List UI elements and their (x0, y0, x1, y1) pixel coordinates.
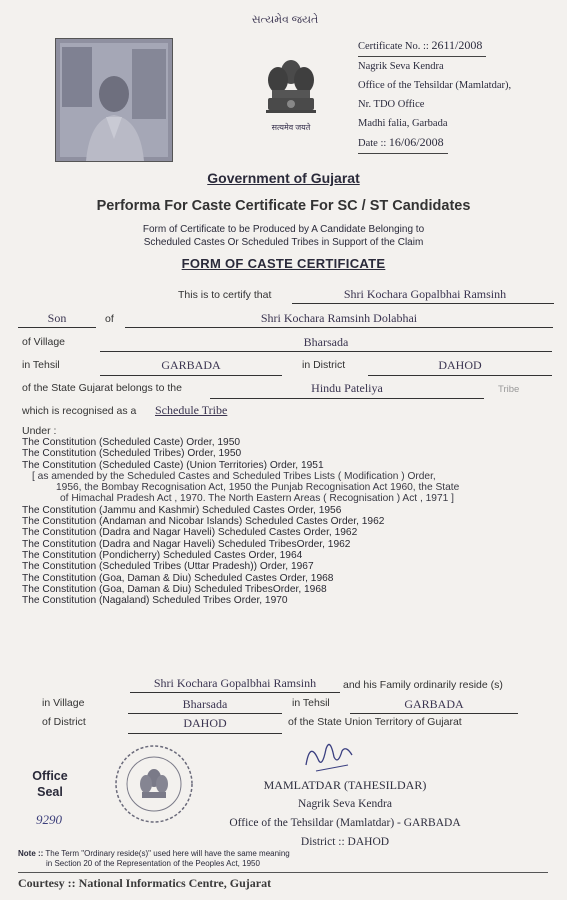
tehsil-line (100, 375, 282, 376)
kendra-name: Nagrik Seva Kendra (358, 61, 444, 72)
district-value: DAHOD (438, 358, 482, 372)
form-subtitle-line1: Form of Certificate to be Produced by A Candidate Belonging to (142, 224, 425, 235)
res-state-label: of the State Union Territory of Gujarat (288, 716, 462, 728)
national-emblem (258, 50, 324, 140)
order-item: The Constitution (Dadra and Nagar Haveli) Scheduled Castes Order, 1962 (22, 527, 358, 539)
order-item: The Constitution (Nagaland) Scheduled Tribes Order, 1970 (22, 595, 288, 607)
order-item: The Constitution (Dadra and Nagar Haveli) Scheduled TribesOrder, 1962 (22, 538, 351, 550)
courtesy-footer: Courtesy :: National Informatics Centre, Gujarat (18, 876, 272, 890)
order-amendment-line: [ as amended by the Scheduled Castes and Scheduled Tribes Lists ( Modification ) Order, (32, 470, 436, 482)
form-title: FORM OF CASTE CERTIFICATE (181, 256, 386, 271)
resident-name-line (130, 692, 340, 693)
recognised-value: Schedule Tribe (155, 403, 228, 417)
certificate-number: Certificate No. :: 2611/2008 (358, 36, 486, 57)
district-label: in District (302, 359, 346, 371)
village-line (100, 351, 552, 352)
applicant-photo-image (56, 39, 172, 161)
signature (300, 735, 360, 780)
tribe-label: Tribe (498, 384, 520, 395)
government-title: Government of Gujarat (207, 170, 360, 186)
footer-divider (18, 872, 548, 873)
office-place: Madhi falia, Garbada (358, 118, 448, 129)
signatory-office: Office of the Tehsildar (Mamlatdar) - GARBADA (229, 817, 461, 829)
res-village-value: Bharsada (182, 697, 228, 711)
under-label: Under : (22, 425, 57, 437)
tehsil-value: GARBADA (161, 358, 221, 372)
res-tehsil-value: GARBADA (404, 697, 464, 711)
tribe-line (210, 398, 484, 399)
candidate-name: Shri Kochara Gopalbhai Ramsinh (343, 287, 507, 301)
note-label: Note :: (18, 849, 44, 858)
order-item: The Constitution (Pondicherry) Scheduled Castes Order, 1964 (22, 549, 303, 561)
relation: Son (47, 311, 67, 325)
performa-title: Performa For Caste Certificate For SC / ST Candidates (96, 198, 471, 214)
resident-name: Shri Kochara Gopalbhai Ramsinh (153, 676, 317, 690)
office-seal-label: Office Seal (32, 769, 68, 799)
tribe-value: Hindu Pateliya (311, 381, 383, 395)
seal-number: 9290 (36, 812, 62, 827)
applicant-photo (55, 38, 173, 162)
tehsil-label: in Tehsil (22, 359, 60, 371)
village-label: of Village (22, 336, 66, 348)
order-item: The Constitution (Scheduled Tribes) Order, 1950 (22, 448, 242, 460)
tdo-office: Nr. TDO Office (358, 99, 425, 110)
order-item: The Constitution (Scheduled Caste) Order, 1950 (22, 437, 241, 448)
constitution-orders-list (22, 437, 557, 606)
note-line1: The Term "Ordinary reside(s)" used here will have the same meaning (45, 849, 290, 858)
recognised-label: which is recognised as a (22, 405, 137, 417)
res-tehsil-label: in Tehsil (292, 697, 330, 709)
res-village-line (128, 713, 282, 714)
res-village-label: in Village (42, 697, 85, 709)
order-item: The Constitution (Scheduled Caste) (Union Territories) Order, 1951 (22, 459, 324, 471)
signatory-district: District :: DAHOD (300, 836, 390, 848)
note-line2: in Section 20 of the Representation of the Peoples Act, 1950 (46, 859, 260, 868)
certificate-date: Date :: 16/06/2008 (358, 133, 448, 154)
reside-label: and his Family ordinarily reside (s) (343, 679, 503, 691)
order-amendment-line: of Himachal Pradesh Act , 1970. The North Eastern Areas ( Recognisation ) Act , 1971 ] (60, 493, 454, 505)
state-label: of the State Gujarat belongs to the (22, 382, 182, 394)
father-name-line (125, 327, 553, 328)
order-item: The Constitution (Jammu and Kashmir) Scheduled Castes Order, 1956 (22, 504, 342, 516)
emblem-caption: सत्यमेव जयते (271, 123, 311, 132)
note-block (18, 849, 438, 869)
candidate-name-line (292, 303, 554, 304)
order-item: The Constitution (Goa, Daman & Diu) Scheduled Castes Order, 1968 (22, 572, 334, 584)
motto: સત્યમેવ જયતે (251, 14, 319, 26)
signatory-kendra: Nagrik Seva Kendra (298, 798, 392, 810)
district-line (368, 375, 552, 376)
order-item: The Constitution (Andaman and Nicobar Islands) Scheduled Castes Order, 1962 (22, 516, 385, 528)
res-district-line (128, 733, 282, 734)
of-label: of (105, 313, 114, 325)
order-item: The Constitution (Goa, Daman & Diu) Scheduled TribesOrder, 1968 (22, 583, 327, 595)
father-name: Shri Kochara Ramsinh Dolabhai (260, 311, 418, 325)
village-value: Bharsada (303, 335, 349, 349)
office-name: Office of the Tehsildar (Mamlatdar), (358, 80, 512, 91)
res-district-label: of District (42, 716, 86, 728)
order-item: The Constitution (Scheduled Tribes (Uttar Pradesh)) Order, 1967 (22, 561, 314, 573)
certify-label: This is to certify that (178, 289, 272, 301)
signature-mark (300, 735, 360, 775)
order-amendment-line: 1956, the Bombay Recognisation Act, 1950 the Punjab Recognisation Act 1960, the State (56, 482, 460, 494)
form-subtitle-line2: Scheduled Castes Or Scheduled Tribes in Support of the Claim (143, 237, 424, 248)
signatory-block (180, 776, 510, 852)
certificate-header-block (358, 36, 558, 154)
res-district-value: DAHOD (183, 716, 227, 730)
relation-line (18, 327, 96, 328)
signatory-title: MAMLATDAR (TAHESILDAR) (263, 778, 427, 792)
res-tehsil-line (350, 713, 518, 714)
